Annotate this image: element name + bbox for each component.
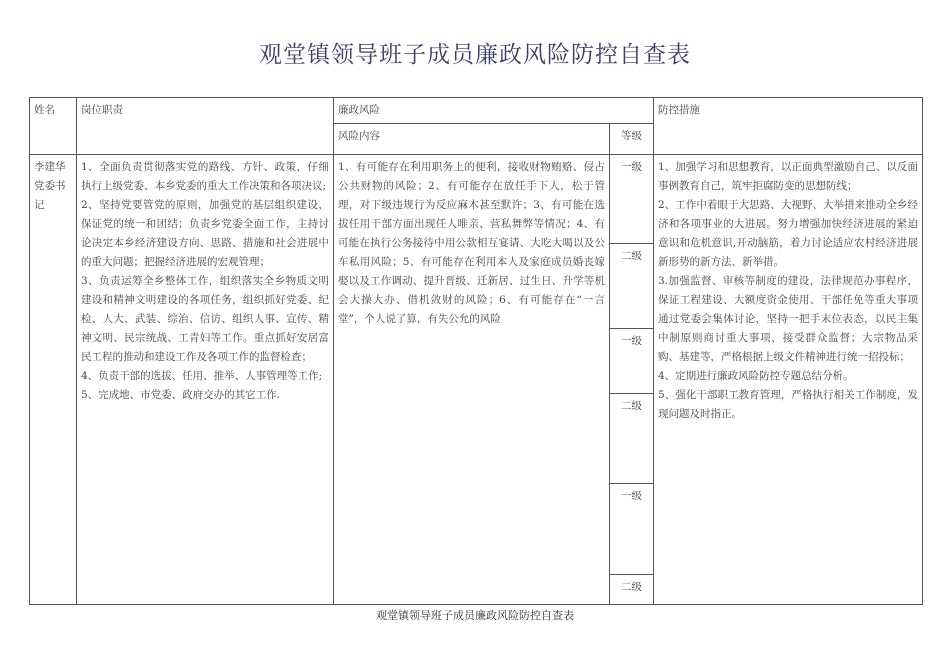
- grade-cell: 二级: [610, 394, 654, 484]
- duty-item: 3、负责运筹全乡整体工作，组织落实全乡物质文明建设和精神文明建设的各项任务，组织抓好党委、纪检、人大、武装、综治、信访、组织人事、宣传、精神文明、民宗统战、工青妇等工作。重点抓好安居富民工程的推动和建设工作及各项工作的监督检查；: [81, 275, 329, 363]
- header-risk: 廉政风险: [334, 98, 654, 124]
- cell-duties: [77, 155, 334, 605]
- grade-cell: 二级: [610, 244, 654, 329]
- page-title: 观堂镇领导班子成员廉政风险防控自查表: [259, 42, 691, 68]
- grade-cell: 一级: [610, 155, 654, 244]
- measure-item: 5、强化干部职工教育管理，严格执行相关工作制度，发现问题及时指正。: [658, 389, 918, 420]
- header-grade: 等级: [610, 124, 654, 155]
- duty-item: 4、负责干部的选拔、任用、推举、人事管理等工作;: [81, 370, 323, 382]
- measure-item: 3.加强监督、审核等制度的建设，法律规范办事程序，保证工程建设、大额度资金使用、干部任免等重大事项通过党委会集体讨论，坚持一把手末位表态，以民主集中制原则商讨重大事项，接受群众监督；大宗物品采购、基建等，严格根据上级文件精神进行统一招投标；: [658, 275, 918, 363]
- duty-item: 5、完成地、市党委、政府交办的其它工作.: [81, 389, 281, 401]
- duty-item: 1、全面负责贯彻落实党的路线、方针、政策，仔细执行上级党委、本乡党委的重大工作决策和各项决议;: [81, 161, 329, 192]
- header-duties: 岗位职责: [77, 98, 334, 155]
- measure-item: 1、加强学习和思想教育，以正面典型激励自己、以反面事例教育自己，筑牢拒腐防变的思想防线；: [658, 161, 918, 192]
- header-measures: 防控措施: [654, 98, 923, 155]
- cell-name: 李建华党委书记: [30, 155, 77, 605]
- duty-item: 2、坚持党要管党的原则，加强党的基层组织建设，保证党的统一和团结；负责乡党委全面工作，主持讨论决定本乡经济建设方向、思路、措施和社会进展中的重大问题；把握经济进展的宏观管理；: [81, 199, 329, 268]
- cell-measures: [654, 155, 923, 605]
- measure-item: 4、定期进行廉政风险防控专题总结分析。: [658, 370, 854, 382]
- page-footer: 观堂镇领导班子成员廉政风险防控自查表: [376, 609, 574, 622]
- self-check-table: [29, 97, 923, 605]
- grade-cell: 二级: [610, 575, 654, 605]
- grade-cell: 一级: [610, 329, 654, 394]
- grade-cell: 一级: [610, 484, 654, 575]
- measure-item: 2、工作中着眼于大思路、大视野、大举措来推动全乡经济和各项事业的大进展。努力增强加快经济进展的紧迫意识和危机意识,开动脑筋，着力讨论适应农村经济进展新形势的新方法、新举措。: [658, 199, 918, 268]
- header-name: 姓名: [30, 98, 77, 155]
- cell-risk-content: 1、有可能存在利用职务上的便利，接收财物贿赂、侵占公共财物的风险；2、有可能存在放任手下人，松于管理，对下级违规行为反应麻木甚至默许；3、有可能在选拔任用干部方面出现任人唯亲、营私舞弊等情况；4、有可能在执行公务接待中用公款相互宴请、大吃大喝以及公车私用风险；5、有可能存在利用本人及家庭成员婚丧嫁娶以及工作调动、提升晋级、迁新居、过生日、升学等机会大操大办、借机敛财的风险；6、有可能存在“一言堂”，个人说了算，有失公允的风险: [334, 155, 610, 605]
- header-risk-content: 风险内容: [334, 124, 610, 155]
